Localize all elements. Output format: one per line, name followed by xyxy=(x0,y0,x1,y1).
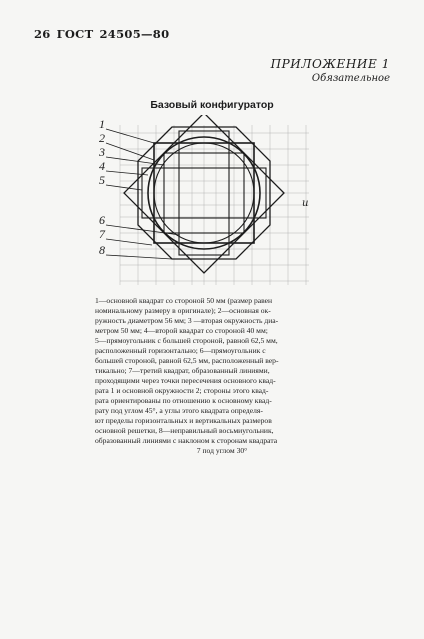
caption-line: большей стороной, равной 62,5 мм, расположенный вер- xyxy=(95,356,279,365)
caption-line: номинальному размеру в оригинале); 2—основная ок- xyxy=(95,306,271,315)
caption-line: проходящими через точки пересечения основного квад- xyxy=(95,376,276,385)
annex-title: ПРИЛОЖЕНИЕ 1 xyxy=(270,57,390,71)
annex-status: Обязательное xyxy=(311,73,390,84)
caption-last-line: 7 под углом 30° xyxy=(196,446,248,455)
figure-label-4: 4 xyxy=(99,159,105,173)
standard-designation: ГОСТ xyxy=(56,27,94,41)
caption-line: ружность диаметром 56 мм; 3 —вторая окружность диа- xyxy=(95,316,279,325)
figure-label-6: 6 xyxy=(99,213,105,227)
caption-line: тикально; 7—третий квадрат, образованный линиями, xyxy=(95,366,270,375)
caption-line: 1—основной квадрат со стороной 50 мм (размер равен xyxy=(95,296,273,305)
caption-line: метром 50 мм; 4—второй квадрат со стороной 40 мм; xyxy=(95,326,268,335)
caption-line: образованный линиями с наклоном к сторонам квадрата xyxy=(95,436,278,445)
figure-label-1: 1 xyxy=(99,117,105,131)
figure-label-5: 5 xyxy=(99,173,105,187)
figure-label-8: 8 xyxy=(99,243,105,257)
caption-line: 5—прямоугольник с большей стороной, равной 62,5 мм, xyxy=(95,336,278,345)
annex-block xyxy=(271,57,390,84)
figure-label-3: 3 xyxy=(99,145,105,159)
caption-line: рату под углом 45°, а углы этого квадрата определя- xyxy=(95,406,263,415)
caption-line: рата ориентированы по отношению к основному квад- xyxy=(95,396,272,405)
figure-label-7: 7 xyxy=(99,227,105,241)
figure-label-2: 2 xyxy=(99,131,105,145)
standard-number: 24505—80 xyxy=(99,27,170,41)
caption-line: расположенный горизонтально; 6—прямоугольник с xyxy=(95,346,266,355)
caption-line: ют пределы горизонтальных и вертикальных размеров xyxy=(95,416,272,425)
figure-caption xyxy=(95,296,349,456)
figure-title: Базовый конфигуратор xyxy=(150,99,274,111)
background-grid xyxy=(120,125,309,285)
caption-line: рата 1 и основной окружности 2; стороны этого квад- xyxy=(95,386,269,395)
page-number: 26 xyxy=(34,27,51,41)
caption-line: основной решетки, 8—неправильный восьмиугольник, xyxy=(95,426,274,435)
page-header xyxy=(34,27,169,41)
side-mark: и xyxy=(302,198,309,209)
